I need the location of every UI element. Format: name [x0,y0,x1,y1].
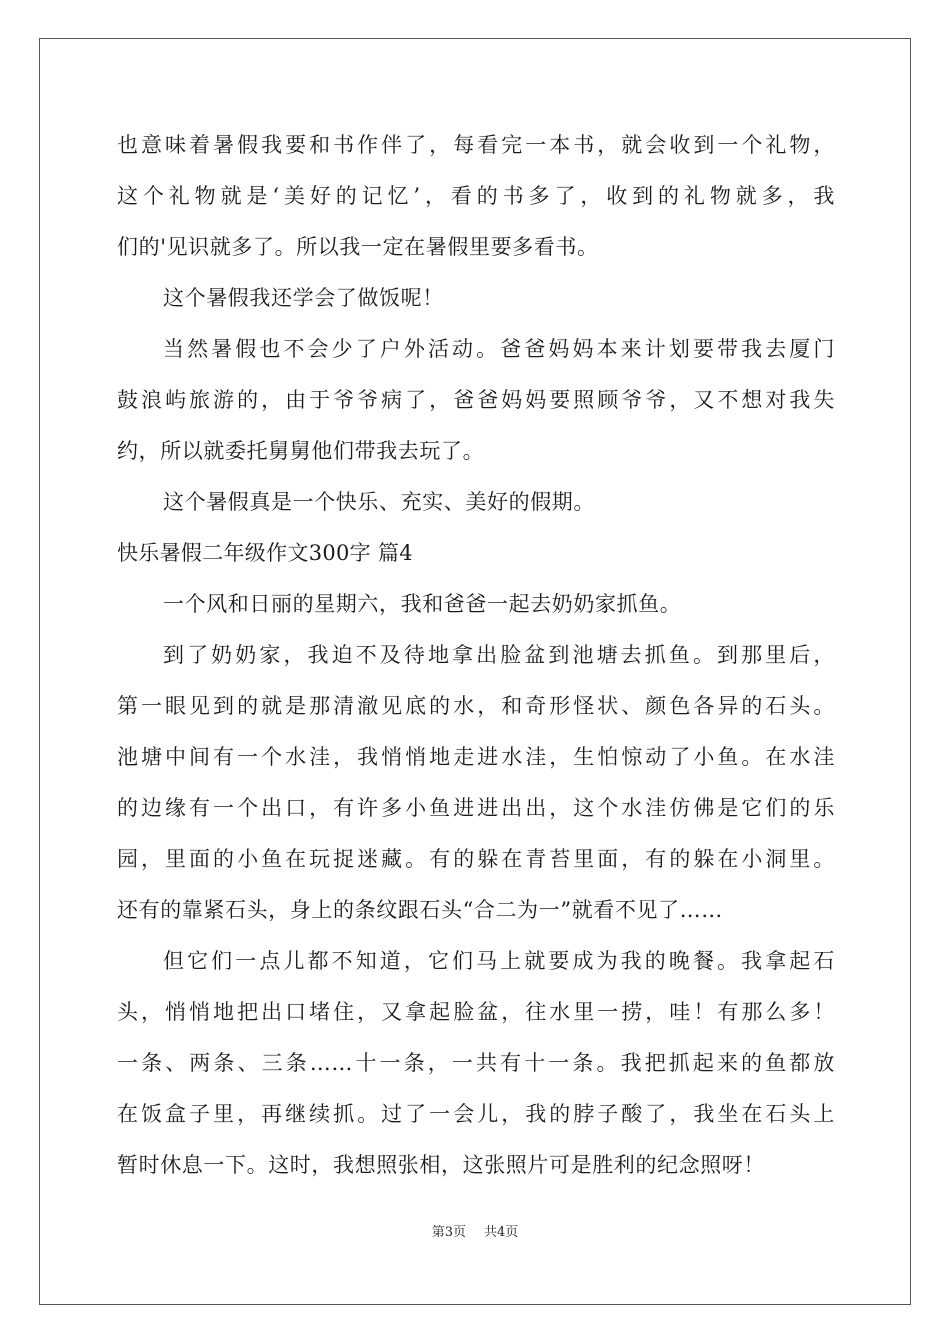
document-body [117,120,837,1191]
paragraph-line: 园，里面的小鱼在玩捉迷藏。有的躲在青苔里面，有的躲在小洞里。 [117,847,835,871]
paragraph-line: 约，所以就委托舅舅他们带我去玩了。 [117,439,485,463]
page-footer [0,1221,950,1240]
paragraph-line: 这个暑假真是一个快乐、充实、美好的假期。 [163,490,595,514]
paragraph-line: 第一眼见到的就是那清澈见底的水，和奇形怪状、颜色各异的石头。 [117,694,835,718]
paragraph-line: 但它们一点儿都不知道，它们马上就要成为我的晚餐。我拿起石 [163,949,835,973]
paragraph-line: 头，悄悄地把出口堵住，又拿起脸盆，往水里一捞，哇！有那么多！ [117,1000,835,1024]
paragraph-line: 在饭盒子里，再继续抓。过了一会儿，我的脖子酸了，我坐在石头上 [117,1102,835,1126]
paragraph-line: 暂时休息一下。这时，我想照张相，这张照片可是胜利的纪念照呀！ [117,1153,765,1177]
paragraph-line: 这个礼物就是‘美好的记忆’，看的书多了，收到的礼物就多，我 [117,184,835,208]
paragraph-line: 当然暑假也不会少了户外活动。爸爸妈妈本来计划要带我去厦门 [163,337,835,361]
paragraph-line: 到了奶奶家，我迫不及待地拿出脸盆到池塘去抓鱼。到那里后， [163,643,835,667]
page-number: 第3页 [431,1225,466,1240]
paragraph-line: 这个暑假我还学会了做饭呢！ [163,286,444,310]
paragraph-line: 也意味着暑假我要和书作伴了，每看完一本书，就会收到一个礼物， [117,133,835,157]
section-heading: 快乐暑假二年级作文300字 篇4 [117,541,413,565]
page-total: 共4页 [484,1225,519,1240]
paragraph-line: 们的'见识就多了。所以我一定在暑假里要多看书。 [117,235,599,259]
paragraph-line: 池塘中间有一个水洼，我悄悄地走进水洼，生怕惊动了小鱼。在水洼 [117,745,835,769]
paragraph-line: 一个风和日丽的星期六，我和爸爸一起去奶奶家抓鱼。 [163,592,682,616]
paragraph-line: 一条、两条、三条……十一条，一共有十一条。我把抓起来的鱼都放 [117,1051,835,1075]
paragraph-line: 鼓浪屿旅游的，由于爷爷病了，爸爸妈妈要照顾爷爷，又不想对我失 [117,388,835,412]
paragraph-line: 的边缘有一个出口，有许多小鱼进进出出，这个水洼仿佛是它们的乐 [117,796,835,820]
paragraph-line: 还有的靠紧石头，身上的条纹跟石头“合二为一”就看不见了…… [117,898,723,922]
